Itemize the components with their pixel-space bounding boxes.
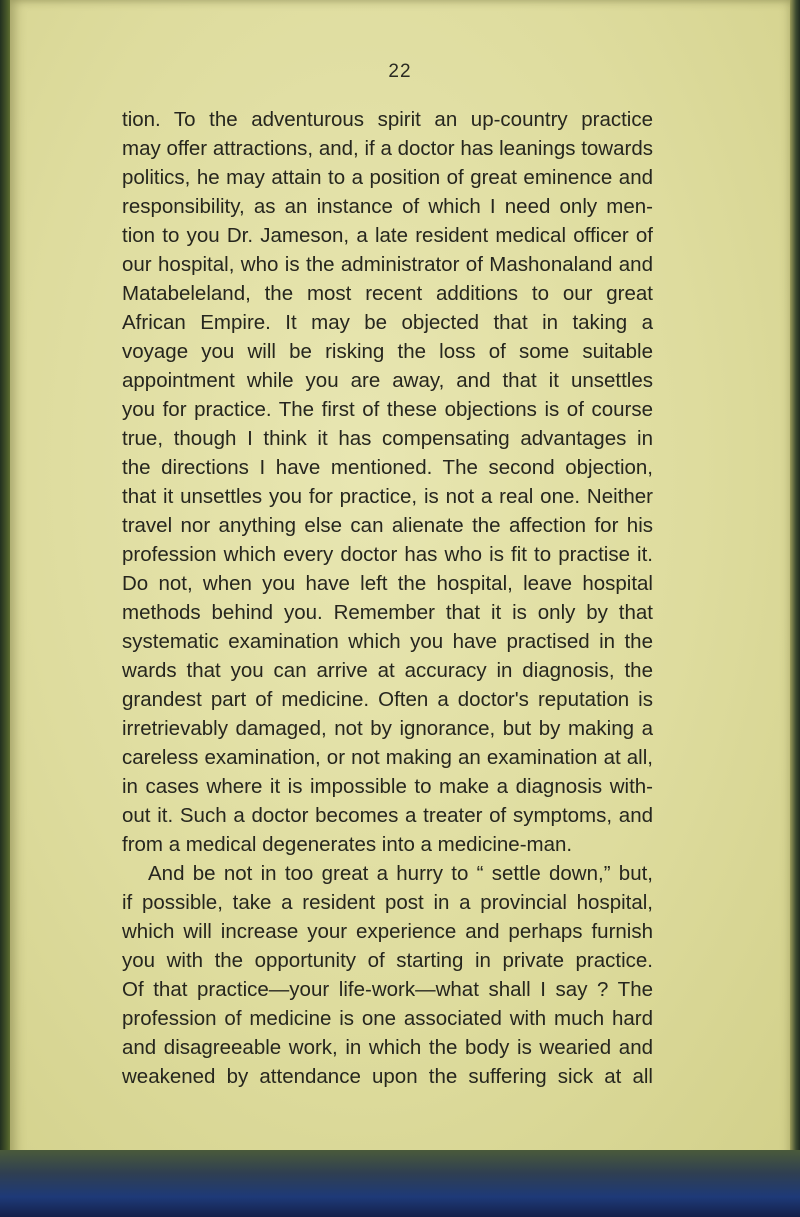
text-line: careless examination, or not making an examination at all,	[122, 746, 653, 769]
page-binding-right	[790, 0, 800, 1217]
text-line: out it. Such a doctor becomes a treater of symptoms, and	[122, 804, 653, 827]
text-line: voyage you will be risking the loss of some suitable	[122, 340, 653, 363]
page-bottom-edge	[0, 1150, 800, 1217]
text-line: weakened by attendance upon the suffering sick at all	[122, 1065, 653, 1088]
text-line: methods behind you. Remember that it is only by that	[122, 601, 653, 624]
text-line: you for practice. The first of these objections is of course	[122, 398, 653, 421]
text-line: and disagreeable work, in which the body is wearied and	[122, 1036, 653, 1059]
text-line: politics, he may attain to a position of great eminence and	[122, 166, 653, 189]
text-line: you with the opportunity of starting in private practice.	[122, 949, 653, 972]
text-line: profession of medicine is one associated with much hard	[122, 1007, 653, 1030]
text-line: that it unsettles you for practice, is not a real one. Neither	[122, 485, 653, 508]
text-line: And be not in too great a hurry to “ settle down,” but,	[148, 862, 653, 885]
text-line: grandest part of medicine. Often a doctor's reputation is	[122, 688, 653, 711]
text-line: profession which every doctor has who is fit to practise it.	[122, 543, 653, 566]
text-line: may offer attractions, and, if a doctor has leanings towards	[122, 137, 653, 160]
text-line: our hospital, who is the administrator of Mashonaland and	[122, 253, 653, 276]
text-line: the directions I have mentioned. The second objection,	[122, 456, 653, 479]
text-line: if possible, take a resident post in a provincial hospital,	[122, 891, 653, 914]
text-line: Do not, when you have left the hospital, leave hospital	[122, 572, 653, 595]
text-line: African Empire. It may be objected that in taking a	[122, 311, 653, 334]
page-number: 22	[388, 61, 412, 82]
text-line: irretrievably damaged, not by ignorance, but by making a	[122, 717, 653, 740]
text-line: travel nor anything else can alienate the affection for his	[122, 514, 653, 537]
text-line: Of that practice—your life-work—what shall I say ? The	[122, 978, 653, 1001]
text-line: tion. To the adventurous spirit an up-country practice	[122, 108, 653, 131]
text-line: appointment while you are away, and that it unsettles	[122, 369, 653, 392]
text-line: wards that you can arrive at accuracy in diagnosis, the	[122, 659, 653, 682]
text-line: which will increase your experience and perhaps furnish	[122, 920, 653, 943]
text-line: true, though I think it has compensating advantages in	[122, 427, 653, 450]
text-line: tion to you Dr. Jameson, a late resident medical officer of	[122, 224, 653, 247]
text-line: in cases where it is impossible to make a diagnosis with-	[122, 775, 653, 798]
text-line: responsibility, as an instance of which I need only men-	[122, 195, 653, 218]
text-line: Matabeleland, the most recent additions to our great	[122, 282, 653, 305]
text-line: systematic examination which you have practised in the	[122, 630, 653, 653]
text-line: from a medical degenerates into a medicine-man.	[122, 833, 573, 856]
